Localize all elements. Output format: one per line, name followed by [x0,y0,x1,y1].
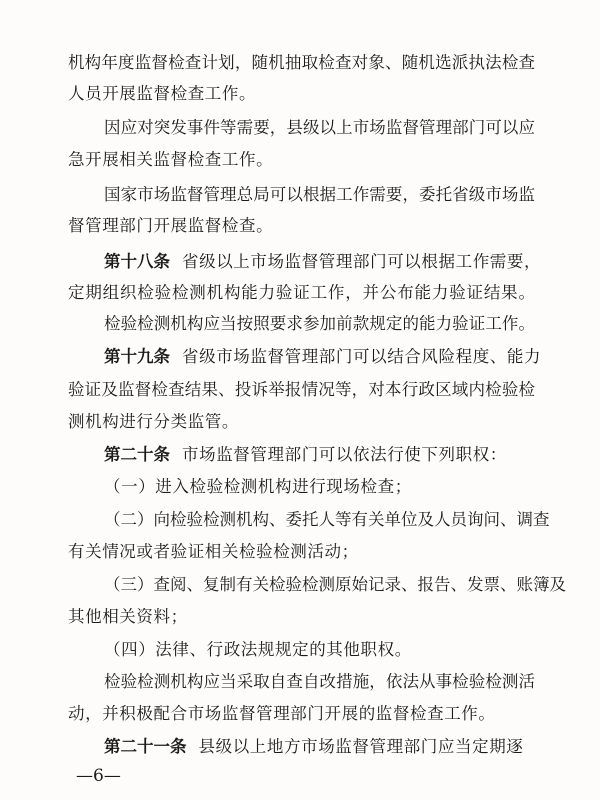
text-line: 急开展相关监督检查工作。 [68,150,274,169]
article-line [104,345,542,369]
article-heading: 第十九条 [104,347,170,366]
text: 县级以上地方市场监督管理部门应当定期逐 [198,737,524,756]
page-number: —6— [76,766,121,786]
list-item: （四）法律、行政法规规定的其他职权。 [104,640,412,659]
list-item: （二）向检验检测机构、委托人等有关单位及人员询问、调查 [104,510,550,529]
list-item: （一）进入检验检测机构进行现场检查； [104,477,412,496]
article-line [104,443,535,467]
article-heading: 第二十条 [104,445,170,464]
text-line: 其他相关资料； [68,607,188,626]
text: 省级以上市场监督管理部门可以根据工作需要， [182,252,542,271]
text-line: 检验检测机构应当采取自查自改措施，依法从事检验检测活 [104,672,535,691]
text-line: 有关情况或者验证相关检验检测活动； [68,542,359,561]
article-heading: 第十八条 [104,252,170,271]
text-line: 动，并积极配合市场监督管理部门开展的监督检查工作。 [68,704,496,723]
text-line: 验证及监督检查结果、投诉举报情况等，对本行政区域内检验检 [68,380,535,399]
article-heading: 第二十一条 [104,737,187,756]
list-item: （三）查阅、复制有关检验检测原始记录、报告、发票、账簿及 [104,575,566,594]
text: 市场监督管理部门可以依法行使下列职权： [182,445,507,464]
text-line: 定期组织检验检测机构能力验证工作，并公布能力验证结果。 [68,283,535,302]
article-line [104,735,535,759]
text-line: 机构年度监督检查计划，随机抽取检查对象、随机选派执法检查 [68,53,535,72]
text: 省级市场监督管理部门可以结合风险程度、能力 [182,347,542,366]
text-line: 人员开展监督检查工作。 [68,84,257,103]
text-line: 督管理部门开展监督检查。 [68,216,274,235]
article-line [104,250,542,274]
text-line: 检验检测机构应当按照要求参加前款规定的能力验证工作。 [104,314,535,333]
text-line: 因应对突发事件等需要，县级以上市场监督管理部门可以应 [104,118,535,137]
text-line: 测机构进行分类监管。 [68,412,239,431]
text-line: 国家市场监督管理总局可以根据工作需要，委托省级市场监 [104,185,535,204]
